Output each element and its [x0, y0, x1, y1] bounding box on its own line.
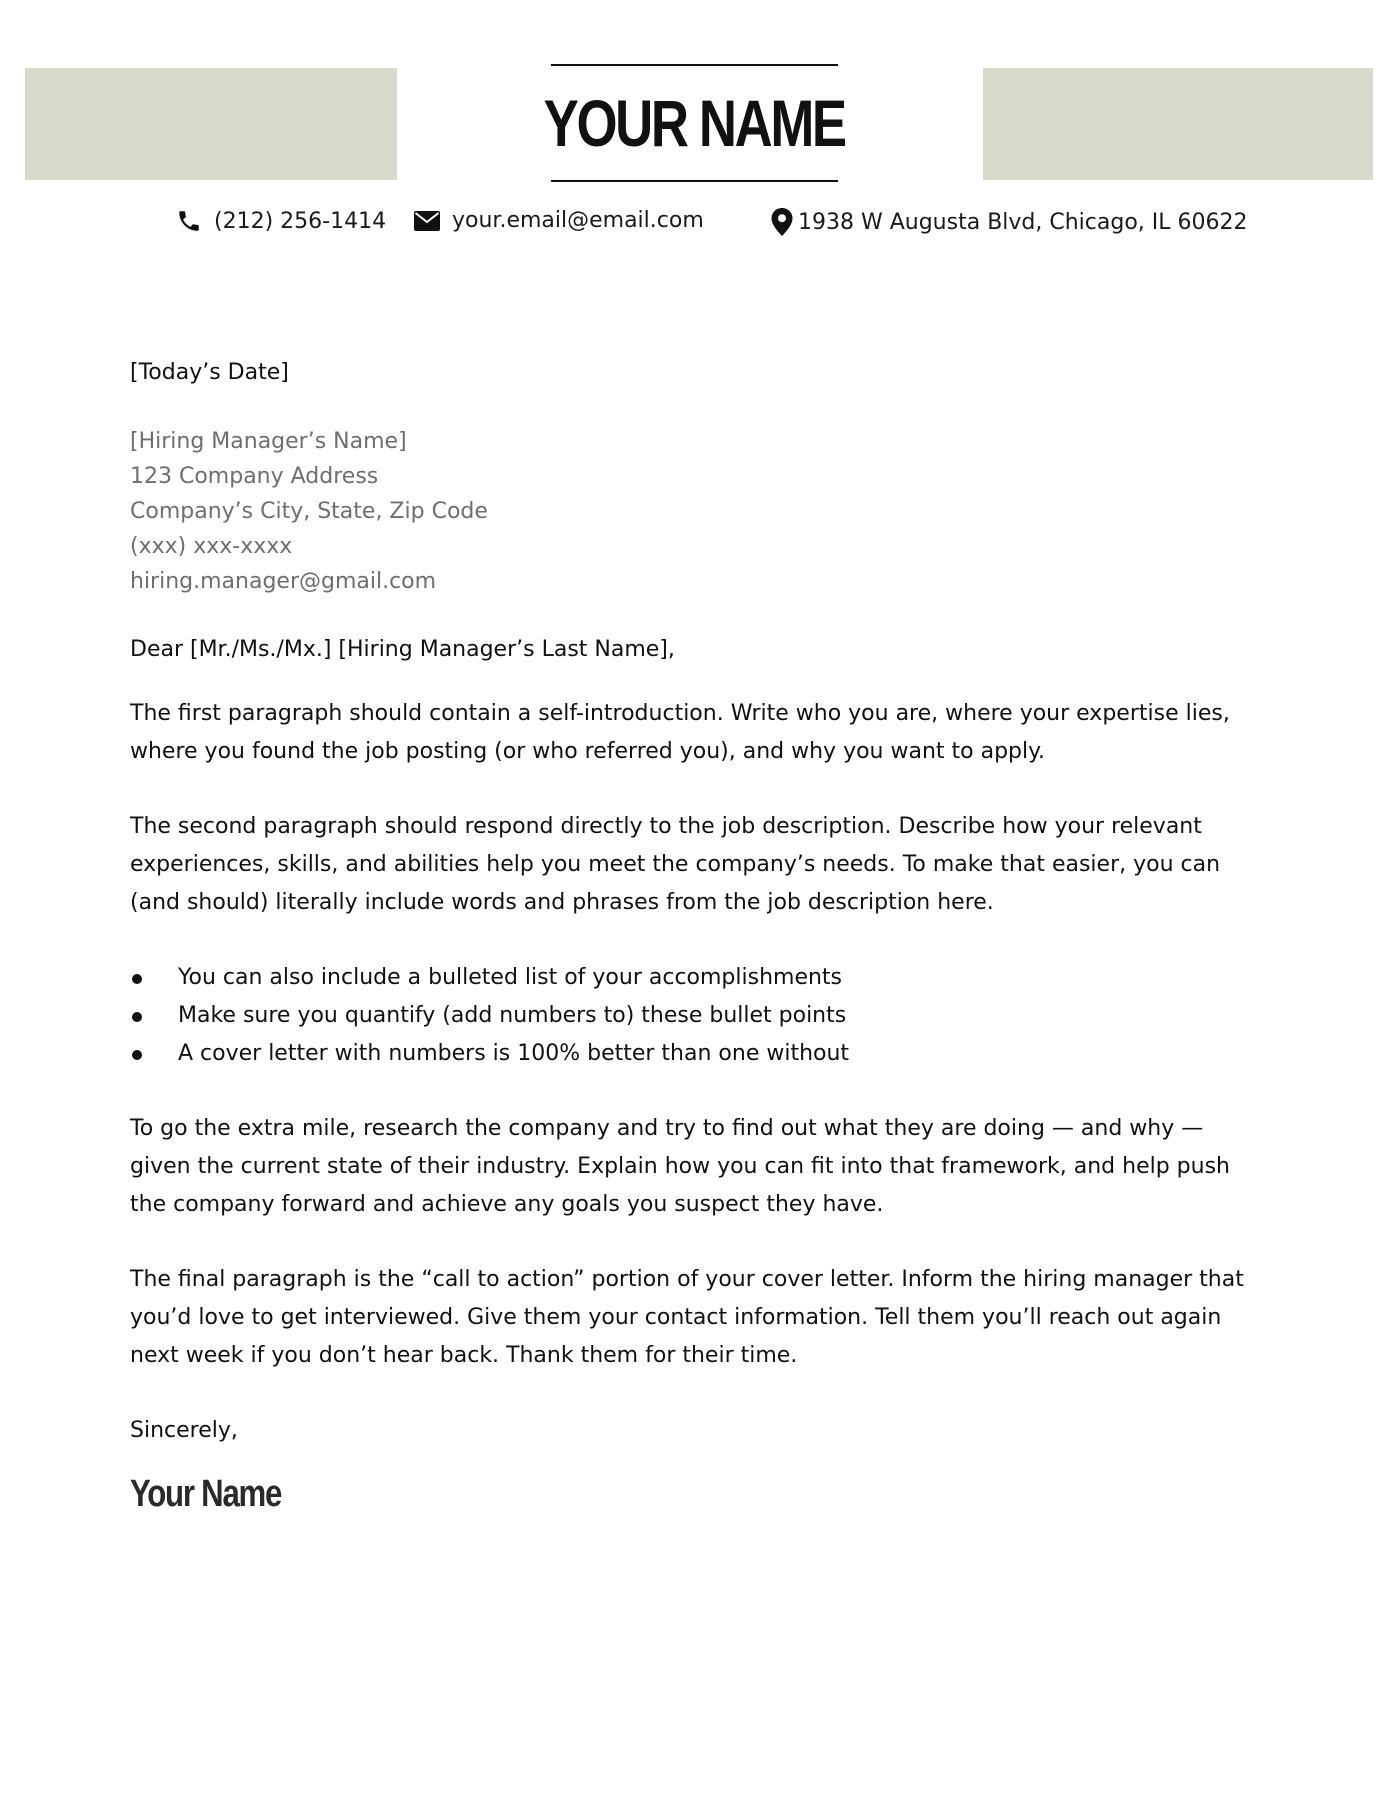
closing: Sincerely, [130, 1418, 238, 1443]
salutation: Dear [Mr./Ms./Mx.] [Hiring Manager’s Last Name], [130, 637, 675, 662]
phone-icon [176, 208, 202, 234]
header-accent-band-left [25, 68, 397, 180]
paragraph-experience: The second paragraph should respond directly to the job description. Describe how your relevant experiences, skills, and abilities help you meet the company’s needs. To make that easier, you can (and should) literally include words and phrases from the job description here. [130, 814, 1221, 915]
contact-phone [176, 208, 386, 234]
list-item: A cover letter with numbers is 100% better than one without [130, 1035, 1270, 1073]
paragraph-call-to-action: The final paragraph is the “call to action” portion of your cover letter. Inform the hiring manager that you’d love to get interviewed. Give them your contact information. Tell them you’ll reach out again next week if you don’t hear back. Thank them for their time. [130, 1267, 1244, 1368]
list-item: Make sure you quantify (add numbers to) these bullet points [130, 997, 1270, 1035]
name-header [543, 64, 846, 182]
paragraph-research: To go the extra mile, research the company and try to find out what they are doing — and why — given the current state of their industry. Explain how you can fit into that framework, and help push the company forward and achieve any goals you suspect they have. [130, 1116, 1230, 1217]
recipient-phone: (xxx) xxx-xxxx [130, 534, 293, 559]
envelope-icon [414, 211, 440, 231]
recipient-block [130, 424, 1270, 599]
letter-body [130, 354, 1270, 1519]
header-accent-band-right [983, 68, 1373, 180]
contact-email [414, 208, 704, 233]
address-text: 1938 W Augusta Blvd, Chicago, IL 60622 [798, 209, 1248, 235]
recipient-city: Company’s City, State, Zip Code [130, 499, 488, 524]
recipient-address: 123 Company Address [130, 464, 379, 489]
list-item: You can also include a bulleted list of your accomplishments [130, 959, 1270, 997]
signature-name: Your Name [130, 1473, 282, 1515]
applicant-name: YOUR NAME [543, 86, 846, 160]
paragraph-intro: The first paragraph should contain a self-introduction. Write who you are, where your expertise lies, where you found the job posting (or who referred you), and why you want to apply. [130, 701, 1230, 764]
map-pin-icon [771, 208, 793, 236]
letter-date: [Today’s Date] [130, 360, 289, 385]
contact-address [771, 208, 1248, 236]
phone-text: (212) 256-1414 [214, 208, 387, 234]
accomplishments-list [130, 959, 1270, 1073]
recipient-email: hiring.manager@gmail.com [130, 569, 437, 594]
recipient-name: [Hiring Manager’s Name] [130, 429, 407, 454]
email-text: your.email@email.com [452, 208, 704, 233]
